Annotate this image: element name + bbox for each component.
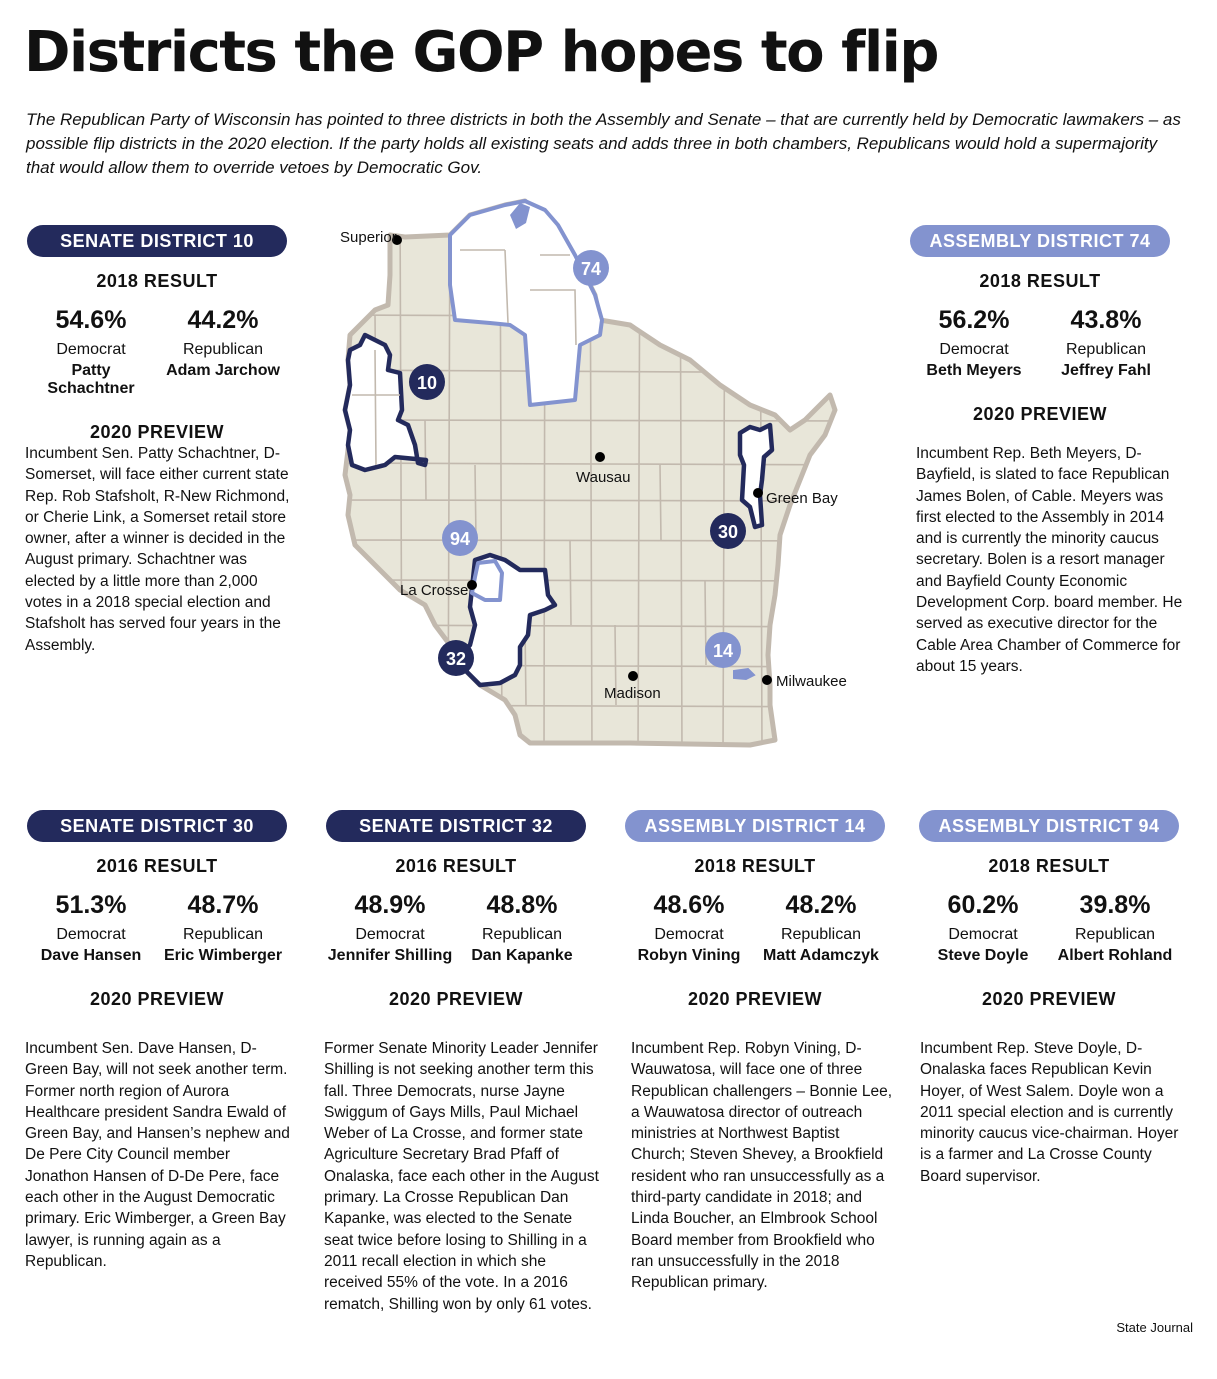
badge-14-label: 14	[712, 641, 734, 661]
district-label: SENATE DISTRICT 30	[27, 810, 287, 842]
preview-text-senate-30: Incumbent Sen. Dave Hansen, D-Green Bay, will not seek another term. Former north region of Aurora Healthcare president Sandra Ewald of Green Bay, and Hansen’s nephew and De Pere City Council member Jonathon Hansen of D-De Pere, face each other in the August Democratic primary. Eric Wimberger, a Green Bay lawyer, is running again as a Republican.	[25, 1040, 290, 1270]
district-label: ASSEMBLY DISTRICT 14	[625, 810, 885, 842]
intro-text: The Republican Party of Wisconsin has pointed to three districts in both the Assembly and Senate – that are currently held by Democratic lawmakers – as possible flip districts in the 2020 election. If the party holds all existing seats and adds three in both chambers, Republicans would hold a supermajority that would allow them to override vetoes by Democratic Gov.	[26, 110, 1181, 177]
rep-label: Republican	[481, 926, 563, 943]
dem-label: Democrat	[355, 926, 425, 943]
district-card-senate-10	[26, 225, 288, 443]
dem-name: Steve Doyle	[937, 947, 1029, 964]
rep-label: Republican	[182, 341, 264, 358]
rep-pct: 43.8%	[1070, 306, 1142, 334]
preview-text-assembly-94: Incumbent Rep. Steve Doyle, D-Onalaska faces Republican Kevin Hoyer, of West Salem. Doyle won a 2011 special election and is currently minority caucus vice-chairman. Hoyer is a farmer and La Crosse County Board supervisor.	[920, 1040, 1179, 1185]
city-superior	[340, 229, 402, 246]
dem-label: Democrat	[654, 926, 724, 943]
district-card-assembly-74	[909, 225, 1171, 425]
preview-text-senate-10: Incumbent Sen. Patty Schachtner, D-Somerset, will face either current state Rep. Rob Stafsholt, R-New Richmond, or Cherie Link, a Somerset retail store owner, after a winner is decided in the August primary. Schachtner was elected by a little more than 2,000 votes in a 2018 special election and Stafsholt has served four years in the Assembly.	[25, 445, 290, 654]
dem-result	[26, 306, 156, 398]
result-header: 2016 RESULT	[96, 856, 218, 876]
rep-name: Matt Adamczyk	[763, 947, 879, 964]
page-title: Districts the GOP hopes to flip	[24, 20, 938, 85]
badge-30-label: 30	[717, 522, 739, 542]
rep-name: Jeffrey Fahl	[1061, 362, 1151, 379]
dem-result	[26, 891, 156, 965]
rep-pct: 44.2%	[187, 306, 259, 334]
city-milwaukee	[762, 673, 847, 690]
dem-pct: 48.9%	[354, 891, 426, 919]
dem-label: Democrat	[939, 341, 1009, 358]
district-94-outline	[472, 561, 502, 600]
badge-94	[442, 520, 478, 556]
rep-result	[457, 891, 587, 965]
dem-name: Robyn Vining	[637, 947, 741, 964]
dem-label: Democrat	[948, 926, 1018, 943]
city-green-bay	[753, 488, 838, 507]
result-header: 2018 RESULT	[988, 856, 1110, 876]
source-credit: State Journal	[1116, 1320, 1193, 1335]
badge-94-label: 94	[449, 529, 471, 549]
preview-text-senate-32: Former Senate Minority Leader Jennifer Shilling is not seeking another term this fall. Three Democrats, nurse Jayne Swiggum of Gays Mills, Paul Michael Weber of La Crosse, and former state Agriculture Secretary Brad Pfaff of Onalaska, face each other in the August primary. La Crosse Republican Dan Kapanke, was elected to the Senate seat twice before losing to Shilling in a 2011 recall election in which she received 55% of the vote. In a 2016 rematch, Shilling won by only 61 votes.	[324, 1040, 599, 1313]
city-label-la-crosse: La Crosse	[400, 582, 469, 599]
wisconsin-map	[330, 195, 880, 755]
city-label-green-bay: Green Bay	[766, 490, 838, 507]
city-la-crosse	[400, 580, 477, 599]
city-label-wausau: Wausau	[576, 469, 631, 486]
preview-header: 2020 PREVIEW	[89, 989, 225, 1009]
dem-result	[325, 891, 455, 965]
dem-label: Democrat	[56, 341, 126, 358]
district-label: ASSEMBLY DISTRICT 74	[910, 225, 1170, 257]
badge-32	[438, 640, 474, 676]
rep-result	[756, 891, 886, 965]
rep-label: Republican	[1065, 341, 1147, 358]
badge-74-label: 74	[580, 259, 602, 279]
badge-10	[409, 364, 445, 400]
preview-header: 2020 PREVIEW	[981, 989, 1117, 1009]
result-header: 2016 RESULT	[395, 856, 517, 876]
dem-result	[624, 891, 754, 965]
badge-30	[710, 513, 746, 549]
dem-pct: 54.6%	[55, 306, 127, 334]
rep-pct: 48.8%	[486, 891, 558, 919]
rep-label: Republican	[780, 926, 862, 943]
badge-74	[573, 250, 609, 286]
city-label-superior: Superior	[340, 229, 397, 246]
city-label-milwaukee: Milwaukee	[776, 673, 847, 690]
rep-label: Republican	[182, 926, 264, 943]
result-header: 2018 RESULT	[979, 271, 1101, 291]
badge-10-label: 10	[416, 373, 438, 393]
result-header: 2018 RESULT	[694, 856, 816, 876]
district-card-assembly-94	[918, 810, 1180, 1010]
district-label: ASSEMBLY DISTRICT 94	[919, 810, 1179, 842]
preview-header: 2020 PREVIEW	[89, 422, 225, 442]
badge-32-label: 32	[445, 649, 467, 669]
dem-pct: 51.3%	[55, 891, 127, 919]
dem-pct: 60.2%	[947, 891, 1019, 919]
rep-pct: 39.8%	[1079, 891, 1151, 919]
badge-14	[705, 632, 741, 668]
city-label-madison: Madison	[604, 685, 661, 702]
district-label: SENATE DISTRICT 32	[326, 810, 586, 842]
district-label: SENATE DISTRICT 10	[27, 225, 287, 257]
preview-header: 2020 PREVIEW	[687, 989, 823, 1009]
dem-result	[918, 891, 1048, 965]
rep-name: Dan Kapanke	[471, 947, 573, 964]
rep-result	[1041, 306, 1171, 380]
dem-pct: 48.6%	[653, 891, 725, 919]
result-header: 2018 RESULT	[96, 271, 218, 291]
dem-label: Democrat	[56, 926, 126, 943]
dem-name: Dave Hansen	[40, 947, 142, 964]
preview-text-assembly-74: Incumbent Rep. Beth Meyers, D-Bayfield, is slated to face Republican James Bolen, of Cable. Meyers was first elected to the Assembly in 2014 and is currently the minority caucus secretary. Bolen is a resort manager and Bayfield County Economic Development Corp. board member. He served as executive director for the Cable Area Chamber of Commerce for about 15 years.	[916, 445, 1183, 675]
dem-name: Patty Schachtner	[47, 362, 135, 397]
dem-name: Jennifer Shilling	[327, 947, 453, 964]
dem-name: Beth Meyers	[926, 362, 1022, 379]
rep-name: Adam Jarchow	[166, 362, 280, 379]
dem-result	[909, 306, 1039, 380]
dem-pct: 56.2%	[938, 306, 1010, 334]
district-card-senate-32	[325, 810, 587, 1010]
rep-pct: 48.7%	[187, 891, 259, 919]
district-card-senate-30	[26, 810, 288, 1010]
rep-result	[158, 306, 288, 398]
rep-result	[158, 891, 288, 965]
preview-header: 2020 PREVIEW	[388, 989, 524, 1009]
rep-name: Eric Wimberger	[163, 947, 283, 964]
rep-pct: 48.2%	[785, 891, 857, 919]
preview-text-assembly-14: Incumbent Rep. Robyn Vining, D-Wauwatosa, will face one of three Republican challengers – Bonnie Lee, a Wauwatosa director of outreach ministries at Northwest Baptist Church; Steven Shevey, a Brookfield resident who ran unsuccessfully as a third-party candidate in 2018; and Linda Boucher, an Elmbrook School Board member from Brookfield who ran unsuccessfully in the 2018 Republican primary.	[631, 1040, 893, 1292]
preview-header: 2020 PREVIEW	[972, 404, 1108, 424]
rep-result	[1050, 891, 1180, 965]
rep-label: Republican	[1074, 926, 1156, 943]
rep-name: Albert Rohland	[1057, 947, 1173, 964]
district-card-assembly-14	[624, 810, 886, 1010]
